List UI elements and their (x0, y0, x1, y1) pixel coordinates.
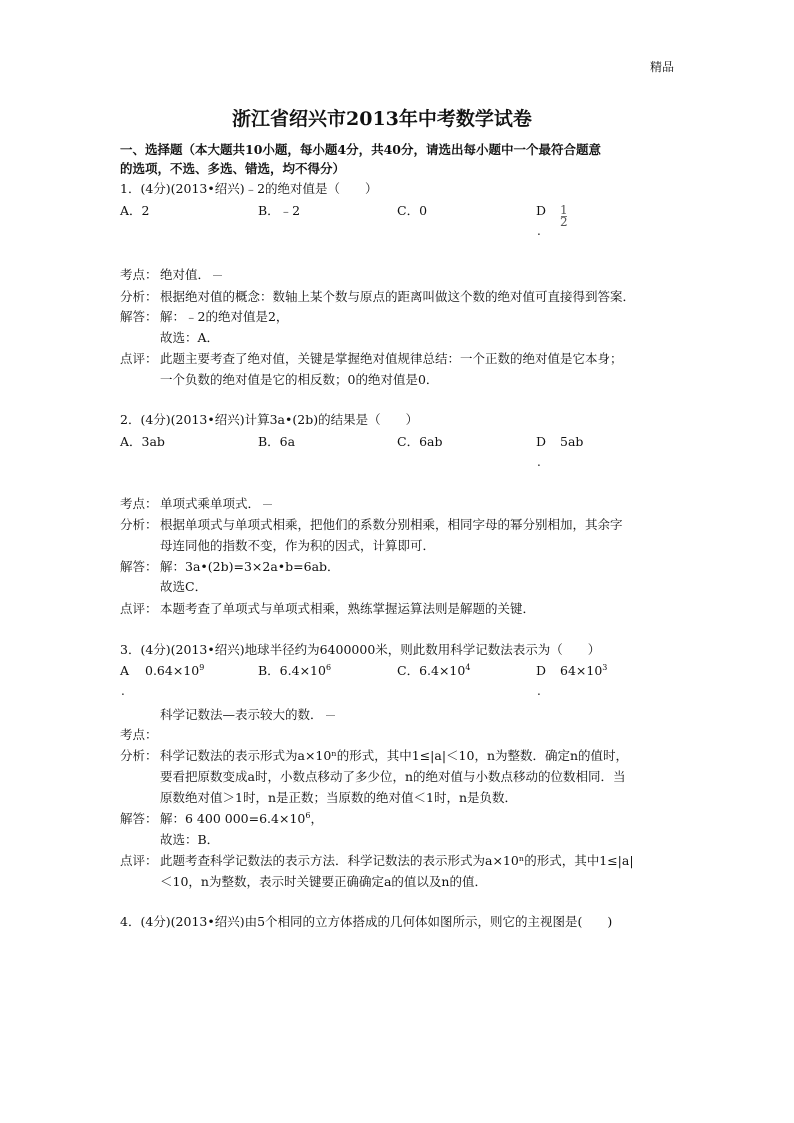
question-4-stem: 4．(4分)(2013•绍兴)由5个相同的立方体搭成的几何体如图所示，则它的主视图是( ) (120, 914, 613, 929)
question-2-option-a: A．3ab (120, 434, 165, 449)
question-1-option-d-letter: D (536, 203, 547, 218)
question-3-stem: 3．(4分)(2013•绍兴)地球半径约为6400000米，则此数用科学记数法表示为（ ） (120, 642, 601, 657)
question-2-stem: 2．(4分)(2013•绍兴)计算3a•(2b)的结果是（ ） (120, 412, 419, 427)
question-3-fenxi-line3: 原数绝对值＞1时，n是正数；当原数的绝对值＜1时，n是负数． (160, 790, 518, 805)
header-label: 精品 (650, 60, 675, 74)
question-2-kaodian-label: 考点： (120, 496, 158, 511)
question-1-option-a: A．2 (120, 203, 150, 218)
question-2-jieda-label: 解答： (120, 559, 158, 574)
question-3-option-d-dot: . (537, 684, 541, 698)
question-2-option-d-text: 5ab (560, 434, 584, 449)
question-3-fenxi-label: 分析： (120, 748, 158, 763)
question-3-dianping-label: 点评： (120, 853, 158, 868)
page-title: 浙江省绍兴市2013年中考数学试卷 (232, 108, 532, 130)
question-1-kaodian-label: 考点： (120, 267, 158, 282)
question-3-fenxi-line1: 科学记数法的表示形式为a×10ⁿ的形式，其中1≤|a|＜10，n为整数．确定n的值时， (160, 748, 629, 763)
question-3-jieda-label: 解答： (120, 811, 158, 826)
question-2-jieda-line2: 故选C． (160, 579, 208, 594)
question-2-fenxi-line1: 根据单项式与单项式相乘，把他们的系数分别相乘，相同字母的幂分别相加，其余字 (160, 517, 623, 532)
question-3-option-d-letter: D (536, 663, 547, 678)
question-3-option-b: B．$6.4\times 10^6$ (258, 663, 332, 678)
question-3-dianping-line1: 此题考查科学记数法的表示方法．科学记数法的表示形式为a×10ⁿ的形式，其中1≤|a| (160, 853, 634, 868)
question-1-dianping-line1: 此题主要考查了绝对值，关键是掌握绝对值规律总结：一个正数的绝对值是它本身； (160, 351, 623, 366)
question-3-jieda-line1: 解：6 400 $000=6.4\times 10^6$， (160, 811, 323, 826)
question-2-dianping-label: 点评： (120, 601, 158, 616)
question-3-option-a-letter: A (120, 663, 130, 678)
question-3-dianping-line2: ＜10，n为整数，表示时关键要正确确定a的值以及n的值． (160, 874, 487, 889)
question-1-kaodian: 绝对值． (160, 265, 222, 285)
question-1-fenxi-label: 分析： (120, 289, 158, 304)
question-2-option-c: C．6ab (397, 434, 443, 449)
question-2-fenxi-line2: 母连同他的指数不变，作为积的因式，计算即可． (160, 538, 436, 553)
question-3-option-a-dot: . (121, 684, 125, 698)
question-2-option-b: B．6a (258, 434, 296, 449)
question-1-option-c: C．0 (397, 203, 428, 218)
section-heading-line2: 的选项，不选、多选、错选，均不得分） (120, 161, 346, 176)
question-1-jieda-line1: 解：﹣2的绝对值是2， (160, 309, 289, 324)
fraction-numerator: 1 (560, 203, 568, 217)
section-heading-line1: 一、选择题（本大题共10小题，每小题4分，共40分，请选出每小题中一个最符合题意 (120, 142, 601, 157)
question-1-fenxi: 根据绝对值的概念：数轴上某个数与原点的距离叫做这个数的绝对值可直接得到答案． (160, 289, 636, 304)
question-1-dianping-line2: 一个负数的绝对值是它的相反数；0的绝对值是0． (160, 372, 439, 387)
question-1-option-b: B．﹣2 (258, 203, 301, 218)
question-1-option-d-dot: . (537, 224, 541, 238)
question-2-option-d-dot: . (537, 455, 541, 469)
question-3-kaodian: 科学记数法—表示较大的数． (160, 705, 335, 725)
question-3-fenxi-line2: 要看把原数变成a时，小数点移动了多少位，n的绝对值与小数点移动的位数相同．当 (160, 769, 626, 784)
question-3-option-c: C．$6.4\times 10^4$ (397, 663, 471, 678)
question-3-kaodian-label: 考点： (120, 727, 158, 742)
question-2-fenxi-label: 分析： (120, 517, 158, 532)
fraction-denominator: 2 (560, 215, 568, 229)
question-3-jieda-line2: 故选：B． (160, 832, 220, 847)
question-1-dianping-label: 点评： (120, 351, 158, 366)
question-3-option-d: $64\times 10^3$ (560, 663, 608, 678)
question-2-dianping: 本题考查了单项式与单项式相乘，熟练掌握运算法则是解题的关键． (160, 601, 536, 616)
question-1-jieda-label: 解答： (120, 309, 158, 324)
question-2-kaodian: 单项式乘单项式． (160, 494, 272, 514)
question-1-stem: 1．(4分)(2013•绍兴)﹣2的绝对值是（ ） (120, 181, 378, 196)
question-1-jieda-line2: 故选：A． (160, 330, 220, 345)
question-3-option-a: $0.64\times 10^9$ (145, 663, 205, 678)
question-2-jieda-line1: 解：3a•(2b)=3×2a•b=6ab． (160, 559, 340, 574)
question-2-option-d-letter: D (536, 434, 547, 449)
question-1-option-d-fraction (560, 205, 568, 228)
